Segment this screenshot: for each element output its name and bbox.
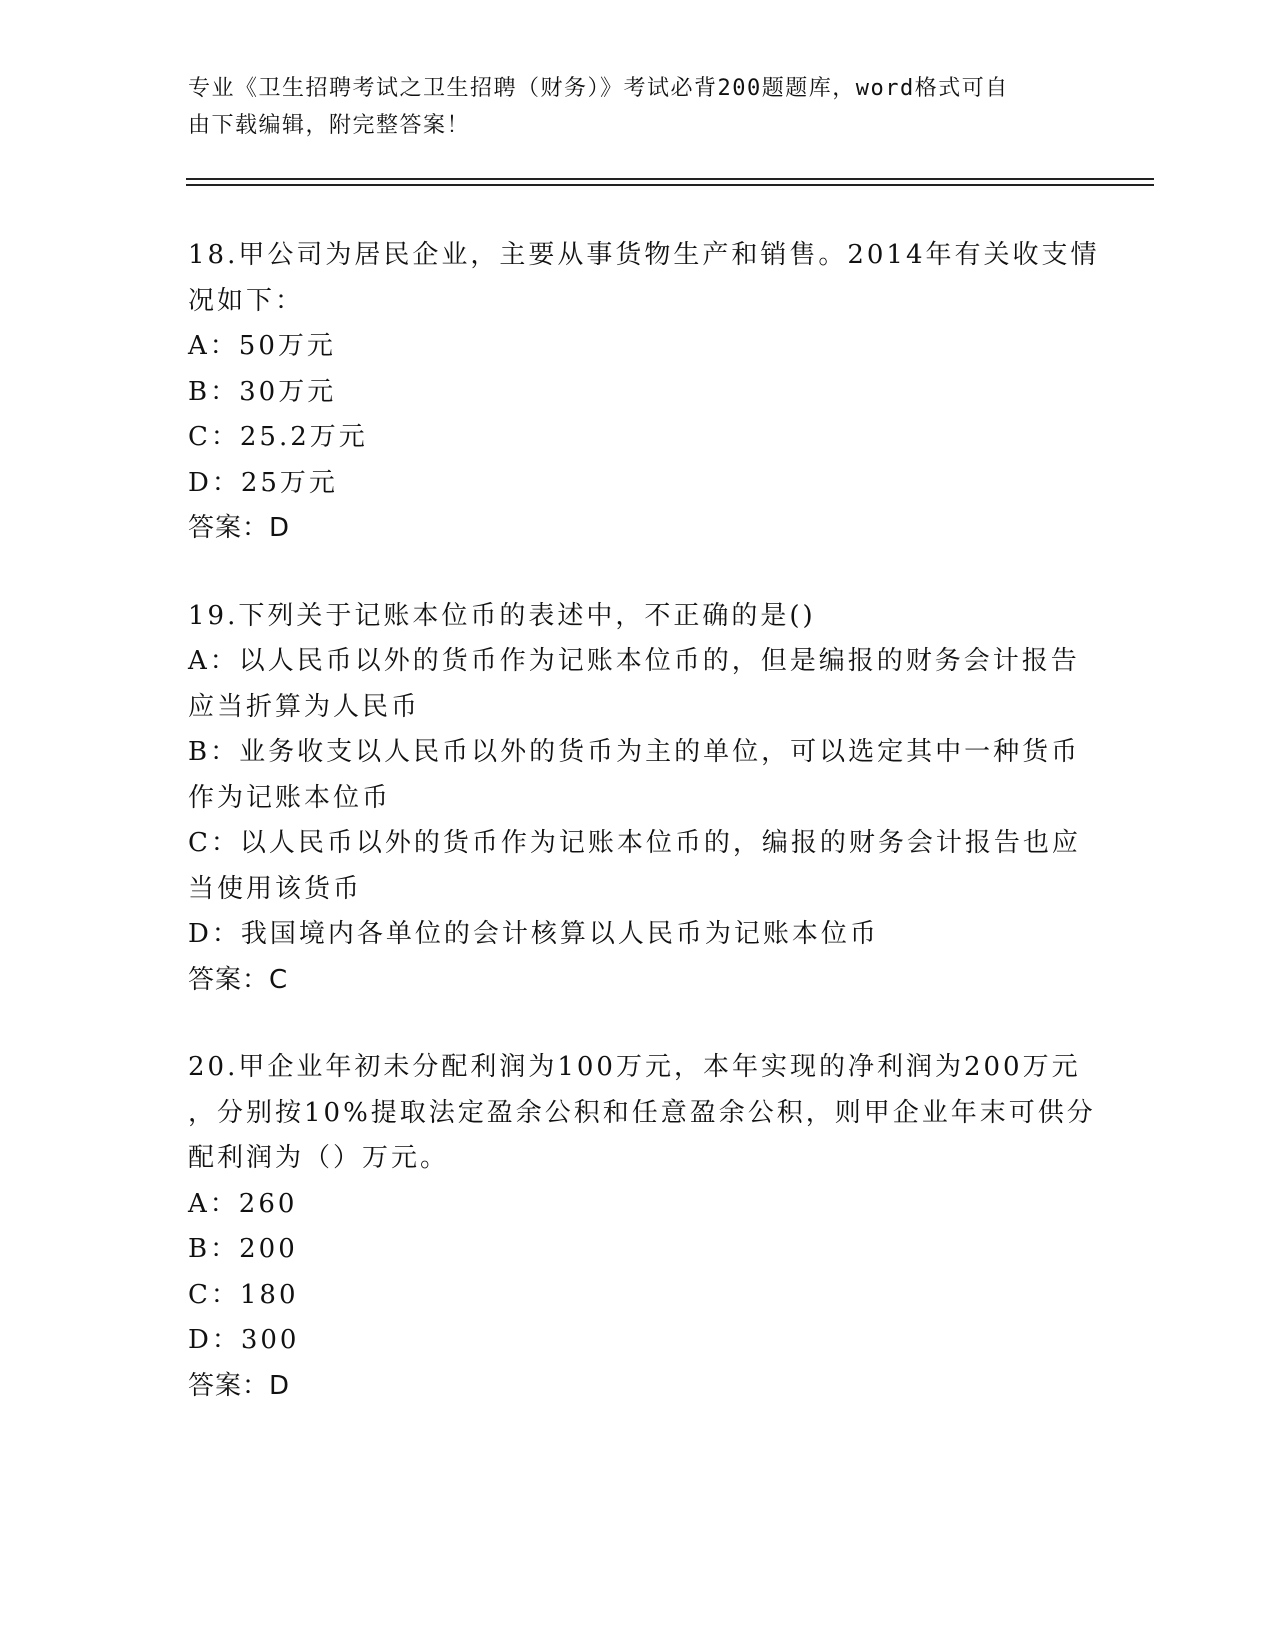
question-text-line: 配利润为（）万元。 xyxy=(188,1143,450,1173)
option-d: D：我国境内各单位的会计核算以人民币为记账本位币 xyxy=(188,919,879,949)
answer-line: 答案：D xyxy=(188,1370,291,1401)
option-b: B：30万元 xyxy=(188,376,337,407)
question-20 xyxy=(188,1045,1108,1409)
header-line-1: 专业《卫生招聘考试之卫生招聘（财务）》考试必背200题题库，word格式可自 xyxy=(188,76,1009,101)
option-a-continued: 应当折算为人民币 xyxy=(188,691,421,722)
header-divider-bottom xyxy=(186,184,1154,186)
option-a: A：50万元 xyxy=(188,331,336,361)
option-c: C：以人民币以外的货币作为记账本位币的，编报的财务会计报告也应 xyxy=(188,828,1081,858)
question-text-line: 18.甲公司为居民企业，主要从事货物生产和销售。2014年有关收支情 xyxy=(188,240,1100,270)
option-c: C：25.2万元 xyxy=(188,422,368,452)
question-18 xyxy=(188,233,1108,552)
header-line-2: 由下载编辑，附完整答案！ xyxy=(188,113,471,138)
option-d: D：300 xyxy=(188,1325,300,1355)
document-header xyxy=(188,70,1088,144)
question-text-line: 况如下： xyxy=(188,285,305,316)
question-text-line: 19.下列关于记账本位币的表述中，不正确的是() xyxy=(188,600,816,631)
option-b: B：业务收支以人民币以外的货币为主的单位，可以选定其中一种货币 xyxy=(188,737,1081,767)
answer-line: 答案：D xyxy=(188,513,291,543)
option-c-continued: 当使用该货币 xyxy=(188,873,363,904)
option-b-continued: 作为记账本位币 xyxy=(188,782,392,813)
option-a: A：260 xyxy=(188,1188,298,1219)
option-a: A：以人民币以外的货币作为记账本位币的，但是编报的财务会计报告 xyxy=(188,646,1080,676)
answer-line: 答案：C xyxy=(188,964,289,995)
question-19 xyxy=(188,594,1108,1004)
header-divider-top xyxy=(186,178,1154,180)
question-text-line: 20.甲企业年初未分配利润为100万元，本年实现的净利润为200万元 xyxy=(188,1052,1081,1082)
option-c: C：180 xyxy=(188,1279,299,1310)
option-d: D：25万元 xyxy=(188,467,338,498)
option-b: B：200 xyxy=(188,1234,298,1264)
question-text-line: ，分别按10%提取法定盈余公积和任意盈余公积，则甲企业年末可供分 xyxy=(188,1097,1096,1128)
question-list xyxy=(188,233,1108,1451)
